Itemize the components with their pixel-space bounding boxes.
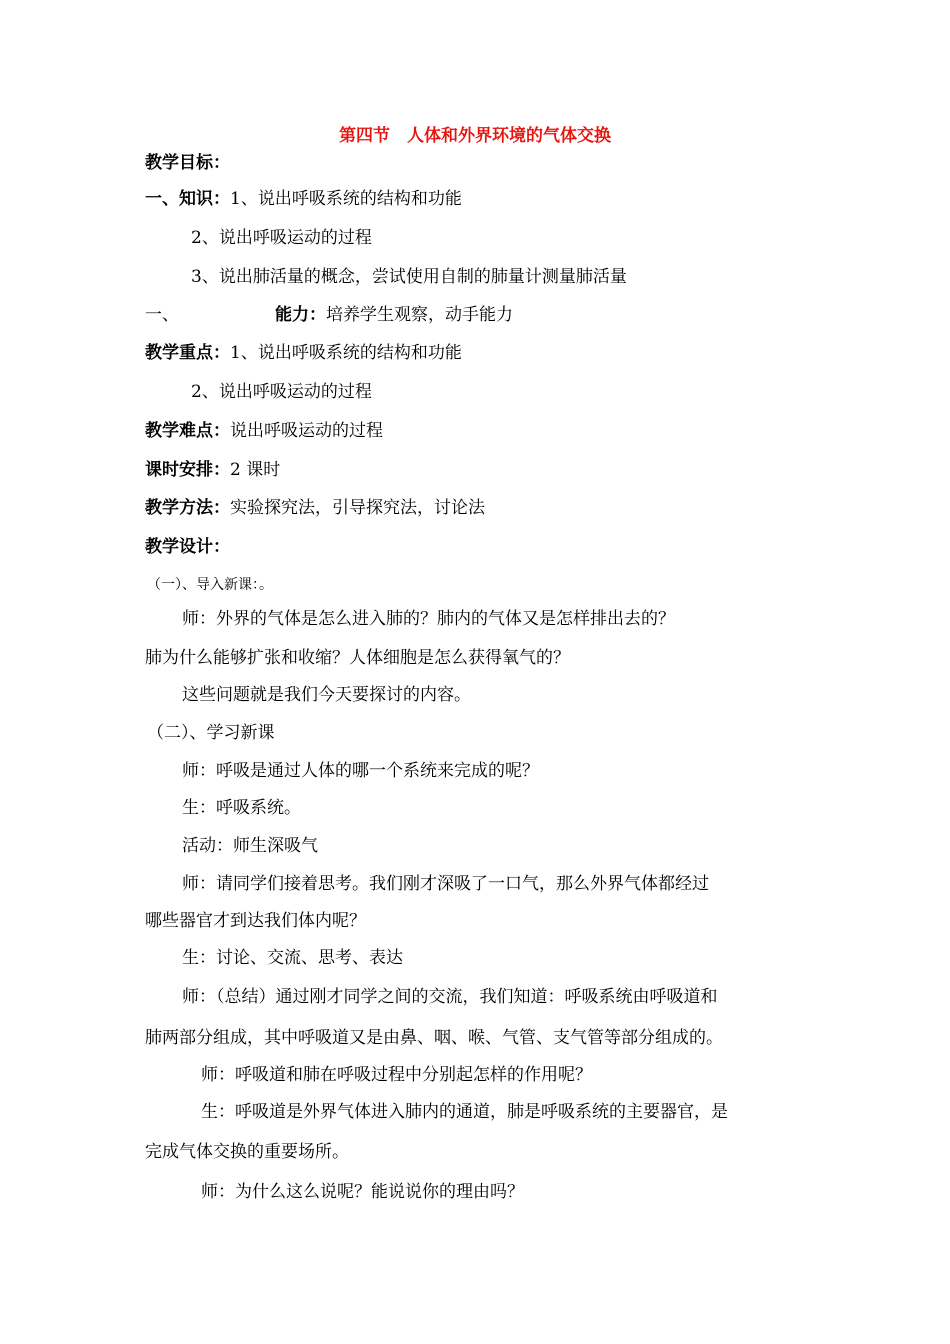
knowledge-item-3: 3、说出肺活量的概念，尝试使用自制的肺量计测量肺活量 [191,267,627,287]
paragraph-7: 生：讨论、交流、思考、表达 [182,948,403,968]
schedule-label: 课时安排： [145,460,230,480]
paragraph-6b: 哪些器官才到达我们体内呢？ [145,911,366,931]
paragraph-4: 生：呼吸系统。 [182,798,301,818]
method-line [145,497,485,519]
schedule-text: 2 课时 [230,460,281,480]
knowledge-label: 一、知识： [145,189,230,209]
method-label: 教学方法： [145,498,230,518]
section-2-heading: （二）、学习新课 [147,723,275,743]
paragraph-3: 师：呼吸是通过人体的哪一个系统来完成的呢？ [182,761,539,781]
ability-line [275,304,513,326]
paragraph-1a: 师：外界的气体是怎么进入肺的？肺内的气体又是怎样排出去的？ [182,609,675,629]
knowledge-line [145,188,462,210]
knowledge-item-2: 2、说出呼吸运动的过程 [191,228,372,248]
design-heading: 教学设计： [145,537,230,557]
section-1-heading: （一）、导入新课：。 [147,577,273,593]
schedule-line [145,459,280,481]
document-title: 第四节 人体和外界环境的气体交换 [339,126,611,146]
paragraph-11: 师：为什么这么说呢？能说说你的理由吗？ [201,1182,524,1202]
paragraph-1b: 肺为什么能够扩张和收缩？人体细胞是怎么获得氧气的？ [145,648,570,668]
paragraph-10b: 完成气体交换的重要场所。 [145,1142,349,1162]
difficulty-text: 说出呼吸运动的过程 [230,421,383,441]
ability-prefix: 一、 [145,305,179,325]
paragraph-2: 这些问题就是我们今天要探讨的内容。 [182,685,471,705]
key-points-line [145,342,462,364]
difficulty-line [145,420,383,442]
paragraph-6a: 师：请同学们接着思考。我们刚才深吸了一口气，那么外界气体都经过 [182,874,709,894]
paragraph-10a: 生：呼吸道是外界气体进入肺内的通道，肺是呼吸系统的主要器官，是 [201,1102,728,1122]
ability-text: 培养学生观察，动手能力 [326,305,513,325]
paragraph-8a: 师：（总结）通过刚才同学之间的交流，我们知道：呼吸系统由呼吸道和 [182,987,718,1007]
ability-label: 能力： [275,305,326,325]
paragraph-8b: 肺两部分组成，其中呼吸道又是由鼻、咽、喉、气管、支气管等部分组成的。 [145,1028,723,1048]
knowledge-item-1: 1、说出呼吸系统的结构和功能 [230,189,462,209]
goals-heading: 教学目标： [145,153,230,173]
paragraph-9: 师：呼吸道和肺在呼吸过程中分别起怎样的作用呢？ [201,1065,592,1085]
key-point-1: 1、说出呼吸系统的结构和功能 [230,343,462,363]
key-point-2: 2、说出呼吸运动的过程 [191,382,372,402]
difficulty-label: 教学难点： [145,421,230,441]
key-points-label: 教学重点： [145,343,230,363]
paragraph-5: 活动：师生深吸气 [182,836,318,856]
method-text: 实验探究法，引导探究法，讨论法 [230,498,485,518]
